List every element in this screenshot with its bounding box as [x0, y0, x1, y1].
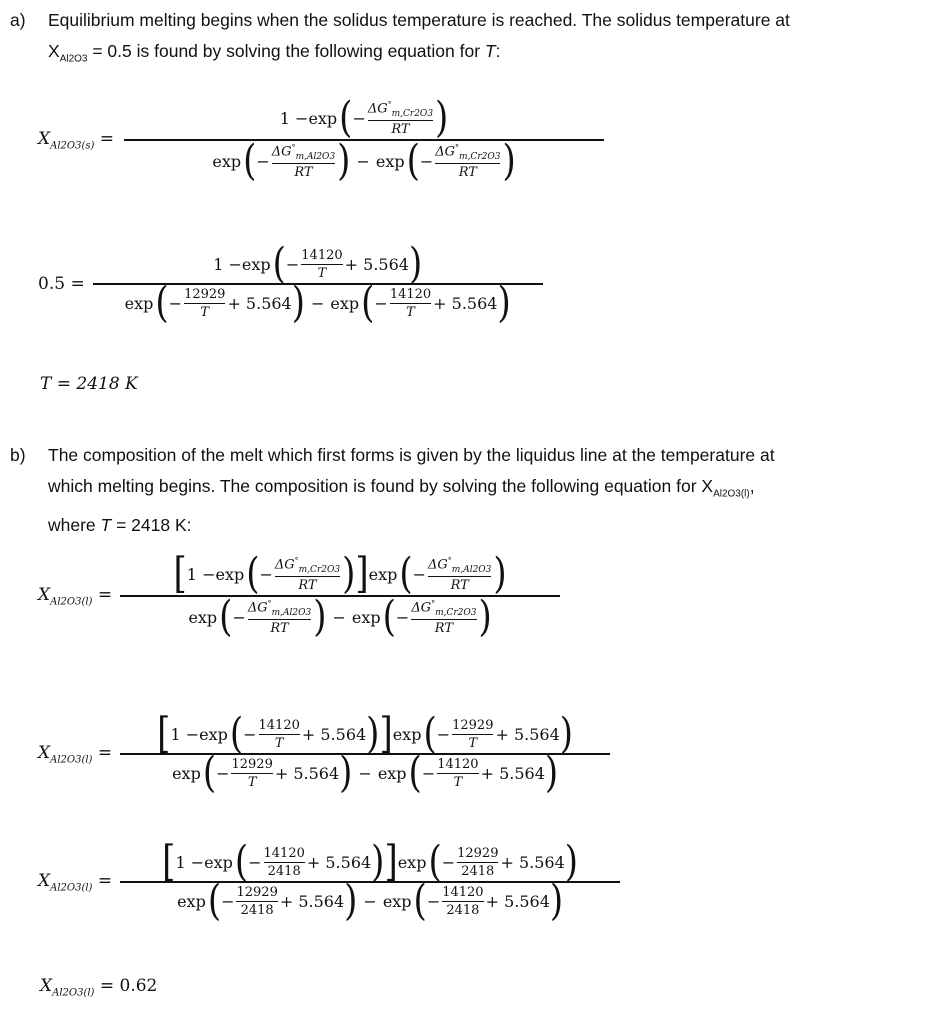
equation-liquidus-numeric-2418: $X_{Al2O3(l)}$ = [ 1 − exp ( − 14120 2418 + 5.564 ) ] exp ( − 12929 2418 + 5.564 ) exp ( − 12929 2418 + 5.564 ) − exp ( − 14120 2418 + 5.564 )	[38, 846, 620, 918]
main-fraction: 1 − exp ( − $\Delta G^\circ_{m,Cr2O3}$ RT ) exp ( − $\Delta G^\circ_{m,Al2O3}$ RT ) − exp ( − $\Delta G^\circ_{m,Cr2O3}$ RT )	[124, 100, 604, 180]
part-a-label: a)	[10, 10, 26, 30]
part-b-line-1: The composition of the melt which first forms is given by the liquidus line at the temperature at	[48, 445, 775, 465]
equation-solidus-symbolic: $X_{Al2O3(s)}$ = 1 − exp ( − $\Delta G^\circ_{m,Cr2O3}$ RT ) exp ( − $\Delta G^\circ_{m,Al2O3}$ RT ) − exp ( − $\Delta G^\circ_{m,Cr2O3}$ RT )	[38, 100, 604, 180]
main-fraction: 1 − exp ( − 14120 T + 5.564 ) exp ( − 12929 T + 5.564 ) − exp ( − 14120 T + 5.564 )	[93, 248, 543, 320]
equation-liquidus-symbolic: $X_{Al2O3(l)}$ = [ 1 − exp ( − $\Delta G^\circ_{m,Cr2O3}$ RT ) ] exp ( − $\Delta G^\circ_{m,Al2O3}$ RT ) exp ( − $\Delta G^\circ_{m,Al2O3}$ RT ) − exp ( − $\Delta G^\circ_{m,Cr2O3}$ RT )	[38, 556, 560, 636]
part-a-line-1: Equilibrium melting begins when the solidus temperature is reached. The solidus temperature at	[48, 10, 790, 30]
equation-liquidus-numeric-T: $X_{Al2O3(l)}$ = [ 1 − exp ( − 14120 T + 5.564 ) ] exp ( − 12929 T + 5.564 ) exp ( − 12929 T + 5.564 ) − exp ( − 14120 T + 5.564 )	[38, 718, 610, 790]
equation-solidus-numeric: 0.5 = 1 − exp ( − 14120 T + 5.564 ) exp ( − 12929 T + 5.564 ) − exp ( − 14120 T + 5.564 )	[38, 248, 543, 320]
liquidus-result: $X_{Al2O3(l)} = 0.62$	[40, 976, 158, 999]
part-b-line-3: where T = 2418 K:	[48, 514, 192, 535]
part-b-paragraph	[10, 440, 928, 541]
part-b-line-2: which melting begins. The composition is found by solving the following equation for $X_{Al2O3(l)}$,	[48, 476, 755, 500]
part-a-line-2: $X_{Al2O3} = 0.5$ is found by solving the following equation for T:	[48, 41, 501, 65]
solidus-result: T = 2418 K	[40, 374, 138, 394]
part-b-label: b)	[10, 445, 26, 465]
main-fraction: [ 1 − exp ( − $\Delta G^\circ_{m,Cr2O3}$ RT ) ] exp ( − $\Delta G^\circ_{m,Al2O3}$ RT ) exp ( − $\Delta G^\circ_{m,Al2O3}$ RT ) − exp ( − $\Delta G^\circ_{m,Cr2O3}$ RT )	[120, 556, 560, 636]
main-fraction: [ 1 − exp ( − 14120 T + 5.564 ) ] exp ( − 12929 T + 5.564 ) exp ( − 12929 T + 5.564 ) − exp ( − 14120 T + 5.564 )	[120, 718, 610, 790]
main-fraction: [ 1 − exp ( − 14120 2418 + 5.564 ) ] exp ( − 12929 2418 + 5.564 ) exp ( − 12929 2418 + 5.564 ) − exp ( − 14120 2418 + 5.564 )	[120, 846, 620, 918]
part-a-paragraph	[10, 5, 928, 75]
